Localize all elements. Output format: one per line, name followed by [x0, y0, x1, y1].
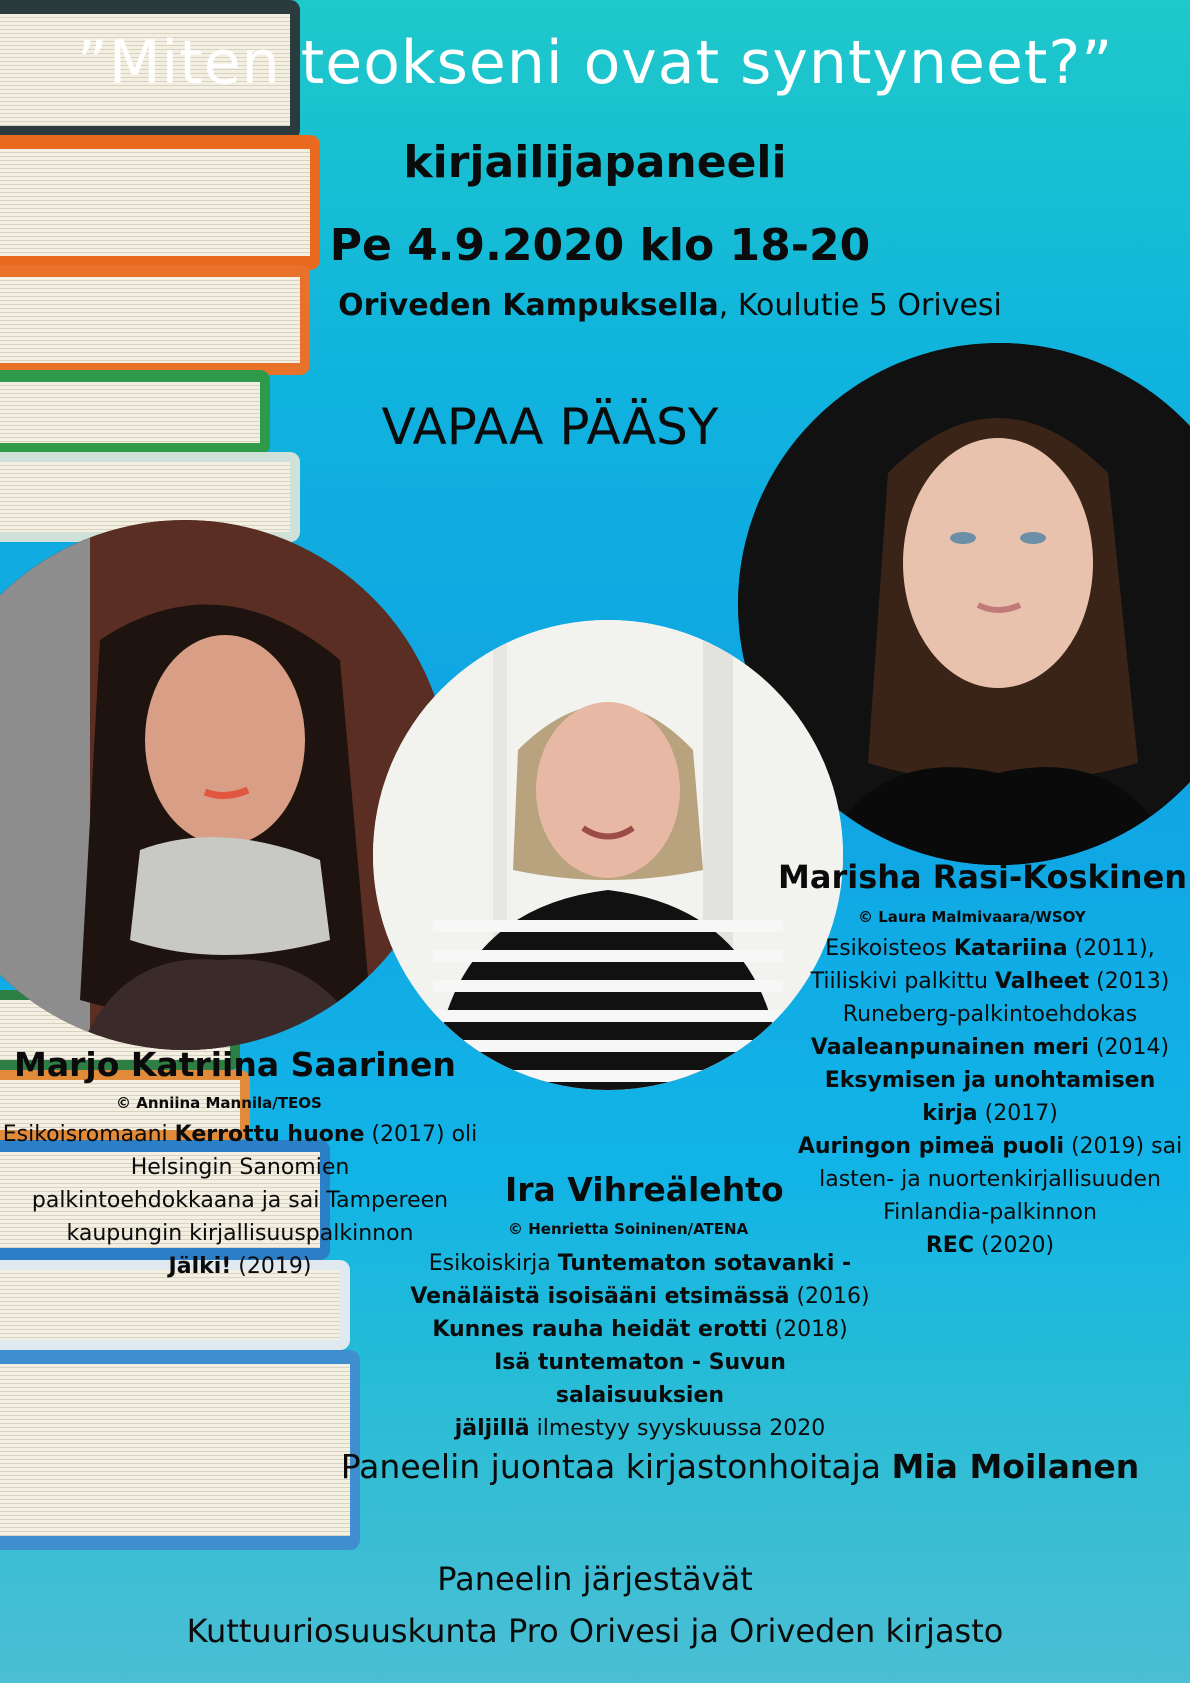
- bio-text: (2013): [1089, 969, 1170, 994]
- bio-line: [790, 1130, 1190, 1163]
- bio-title: Valheet: [994, 969, 1090, 994]
- photo-credit-ira: © Henrietta Soininen/ATENA: [508, 1220, 749, 1238]
- bio-text: (2017) oli: [364, 1122, 478, 1147]
- bio-text: (2011),: [1067, 936, 1155, 961]
- bio-line: [410, 1412, 870, 1445]
- bio-title: Auringon pimeä puoli: [797, 1134, 1064, 1159]
- bio-title: Tuntematon sotavanki -: [557, 1251, 852, 1276]
- bio-text: Finlandia-palkinnon: [883, 1200, 1097, 1225]
- author-bio-ira: [410, 1247, 870, 1445]
- bio-text: (2020): [973, 1233, 1055, 1258]
- bio-title: kirja: [922, 1101, 978, 1126]
- bio-line: [790, 1196, 1190, 1229]
- event-location: [150, 288, 1190, 323]
- location-name: Oriveden Kampuksella: [338, 288, 719, 323]
- bio-line: [410, 1280, 870, 1313]
- photo-credit-marjo: © Anniina Mannila/TEOS: [116, 1094, 322, 1112]
- author-name-marjo: Marjo Katriina Saarinen: [14, 1045, 456, 1084]
- bio-title: Eksymisen ja unohtamisen: [824, 1068, 1156, 1093]
- bio-title: REC: [925, 1233, 974, 1258]
- bio-text: (2019) sai: [1063, 1134, 1183, 1159]
- bio-text: palkintoehdokkaana ja sai Tampereen: [31, 1188, 449, 1213]
- bio-line: [410, 1346, 870, 1412]
- poster-title: ”Miten teokseni ovat syntyneet?”: [76, 28, 1114, 98]
- bio-text: (2019): [231, 1254, 312, 1279]
- bio-line: [790, 998, 1190, 1031]
- bio-title: jäljillä: [454, 1416, 530, 1441]
- event-date: Pe 4.9.2020 klo 18-20: [329, 220, 871, 271]
- location-address: , Koulutie 5 Orivesi: [718, 288, 1002, 323]
- bio-line: [410, 1247, 870, 1280]
- bio-line: [790, 1031, 1190, 1064]
- moderator-line: [300, 1447, 1180, 1486]
- author-bio-marisha: [790, 932, 1190, 1262]
- bio-title: Katariina: [953, 936, 1068, 961]
- bio-text: (2014): [1088, 1035, 1170, 1060]
- bio-text: (2016): [789, 1284, 870, 1309]
- bio-line: [790, 1097, 1190, 1130]
- bio-line: [0, 1151, 480, 1184]
- bio-text: (2017): [977, 1101, 1058, 1126]
- author-photo-ira: [373, 620, 843, 1090]
- author-name-marisha: Marisha Rasi-Koskinen: [778, 858, 1188, 896]
- author-name-ira: Ira Vihreälehto: [505, 1170, 784, 1209]
- bio-line: [410, 1313, 870, 1346]
- bio-text: Esikoiskirja: [428, 1251, 558, 1276]
- bio-text: Tiiliskivi palkittu: [810, 969, 995, 994]
- bio-text: lasten- ja nuortenkirjallisuuden: [819, 1167, 1161, 1192]
- poster-subtitle: kirjailijapaneeli: [403, 137, 787, 188]
- bio-line: [790, 932, 1190, 965]
- bio-text: Runeberg-palkintoehdokas: [842, 1002, 1138, 1027]
- portrait-illustration: [373, 620, 843, 1090]
- bio-title: Venäläistä isoisääni etsimässä: [410, 1284, 790, 1309]
- author-bio-marjo: [0, 1118, 480, 1283]
- admission-notice: VAPAA PÄÄSY: [381, 398, 719, 456]
- bio-text: Helsingin Sanomien: [130, 1155, 350, 1180]
- moderator-name: Mia Moilanen: [891, 1447, 1140, 1486]
- bio-text: Esikoisromaani: [2, 1122, 175, 1147]
- organizers-names: Kuttuuriosuuskunta Pro Orivesi ja Oriveden kirjasto: [186, 1612, 1004, 1650]
- bio-title: Kerrottu huone: [174, 1122, 365, 1147]
- bio-text: Esikoisteos: [825, 936, 954, 961]
- bio-title: Isä tuntematon - Suvun salaisuuksien: [494, 1350, 786, 1408]
- bio-text: kaupungin kirjallisuuspalkinnon: [66, 1221, 414, 1246]
- bio-line: [0, 1217, 480, 1250]
- organizers-label: Paneelin järjestävät: [437, 1560, 753, 1598]
- bio-text: (2018): [767, 1317, 848, 1342]
- bio-line: [0, 1118, 480, 1151]
- photo-credit-marisha: © Laura Malmivaara/WSOY: [858, 908, 1086, 926]
- bio-line: [0, 1250, 480, 1283]
- moderator-text: Paneelin juontaa kirjastonhoitaja: [340, 1447, 892, 1486]
- bio-line: [790, 965, 1190, 998]
- bio-line: [790, 1163, 1190, 1196]
- bio-text: ilmestyy syyskuussa 2020: [529, 1416, 826, 1441]
- bio-title: Kunnes rauha heidät erotti: [432, 1317, 768, 1342]
- bio-line: [0, 1184, 480, 1217]
- bio-title: Jälki!: [168, 1254, 232, 1279]
- bio-line: [790, 1064, 1190, 1097]
- bio-title: Vaaleanpunainen meri: [810, 1035, 1089, 1060]
